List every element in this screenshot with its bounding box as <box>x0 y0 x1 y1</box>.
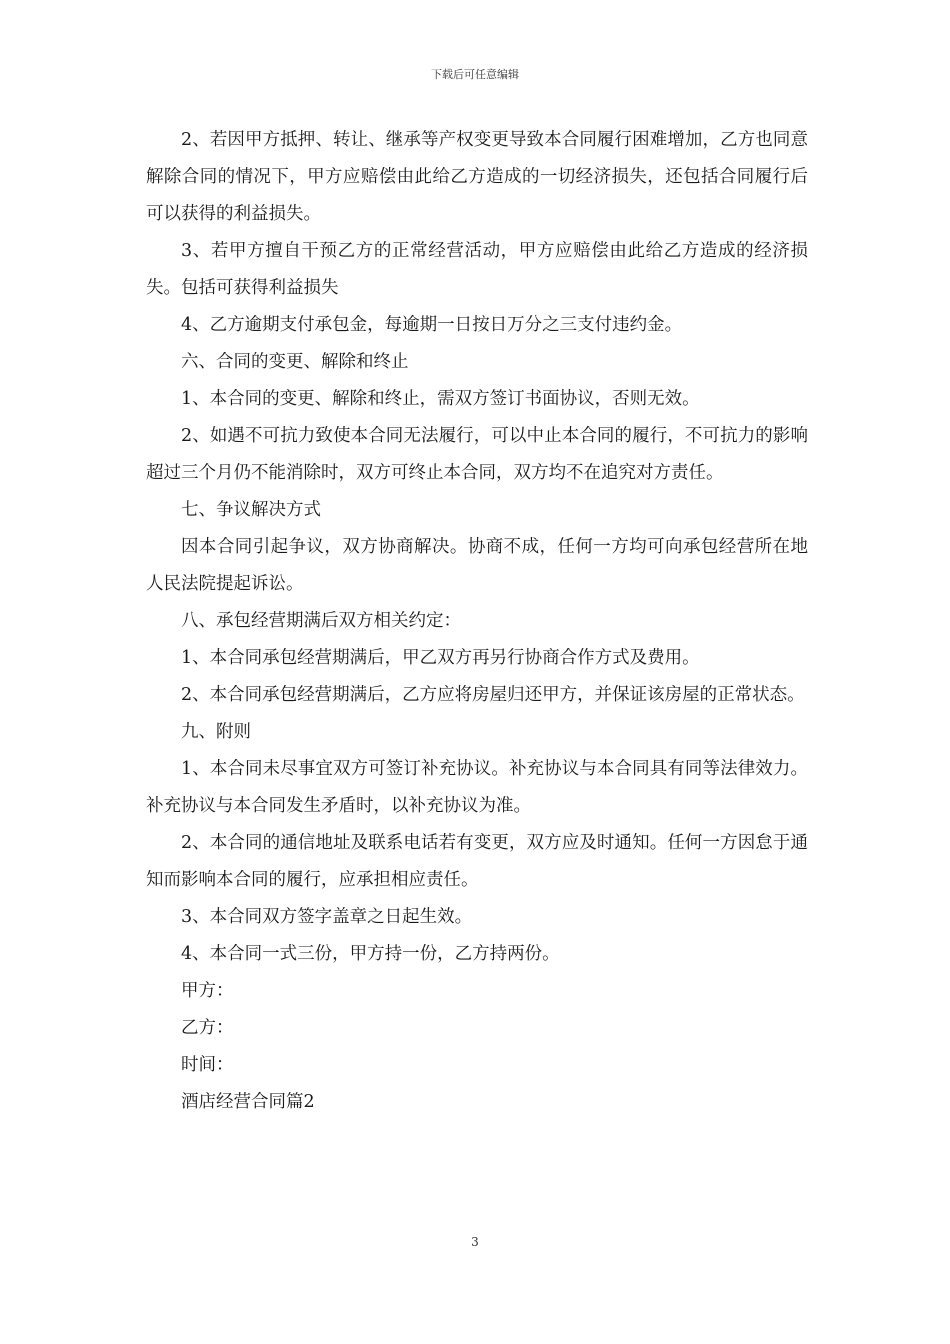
signature-party-a: 甲方： <box>181 981 234 1001</box>
paragraph-breach-clause-2: 2、若因甲方抵押、转让、继承等产权变更导致本合同履行困难增加，乙方也同意解除合同的情况下，甲方应赔偿由此给乙方造成的一切经济损失，还包括合同履行后可以获得的利益损失。 <box>146 130 808 224</box>
paragraph-supplementary-clause-4: 4、本合同一式三份，甲方持一份，乙方持两份。 <box>181 944 560 964</box>
document-body <box>146 122 808 1121</box>
paragraph-supplementary-clause-2: 2、本合同的通信地址及联系电话若有变更，双方应及时通知。任何一方因怠于通知而影响本合同的履行，应承担相应责任。 <box>146 833 808 890</box>
signature-party-b: 乙方： <box>181 1018 234 1038</box>
paragraph-supplementary-clause-1: 1、本合同未尽事宜双方可签订补充协议。补充协议与本合同具有同等法律效力。补充协议与本合同发生矛盾时，以补充协议为准。 <box>146 759 808 816</box>
section-heading-8: 八、承包经营期满后双方相关约定： <box>181 611 461 631</box>
page-number: 3 <box>471 1235 479 1249</box>
section-heading-9: 九、附则 <box>181 722 251 742</box>
paragraph-change-clause-2: 2、如遇不可抗力致使本合同无法履行，可以中止本合同的履行，不可抗力的影响超过三个月仍不能消除时，双方可终止本合同，双方均不在追究对方责任。 <box>146 426 808 483</box>
paragraph-expiry-clause-2: 2、本合同承包经营期满后，乙方应将房屋归还甲方，并保证该房屋的正常状态。 <box>181 685 805 705</box>
section-heading-6: 六、合同的变更、解除和终止 <box>181 352 409 372</box>
paragraph-expiry-clause-1: 1、本合同承包经营期满后，甲乙双方再另行协商合作方式及费用。 <box>181 648 700 668</box>
paragraph-supplementary-clause-3: 3、本合同双方签字盖章之日起生效。 <box>181 907 473 927</box>
paragraph-breach-clause-4: 4、乙方逾期支付承包金，每逾期一日按日万分之三支付违约金。 <box>181 315 683 335</box>
next-contract-title: 酒店经营合同篇2 <box>181 1092 315 1112</box>
section-heading-7: 七、争议解决方式 <box>181 500 321 520</box>
header-note: 下载后可任意编辑 <box>431 68 519 81</box>
paragraph-dispute-resolution: 因本合同引起争议，双方协商解决。协商不成，任何一方均可向承包经营所在地人民法院提起诉讼。 <box>146 537 808 594</box>
paragraph-breach-clause-3: 3、若甲方擅自干预乙方的正常经营活动，甲方应赔偿由此给乙方造成的经济损失。包括可获得利益损失 <box>146 241 808 298</box>
paragraph-change-clause-1: 1、本合同的变更、解除和终止，需双方签订书面协议，否则无效。 <box>181 389 700 409</box>
signature-date: 时间： <box>181 1055 234 1075</box>
